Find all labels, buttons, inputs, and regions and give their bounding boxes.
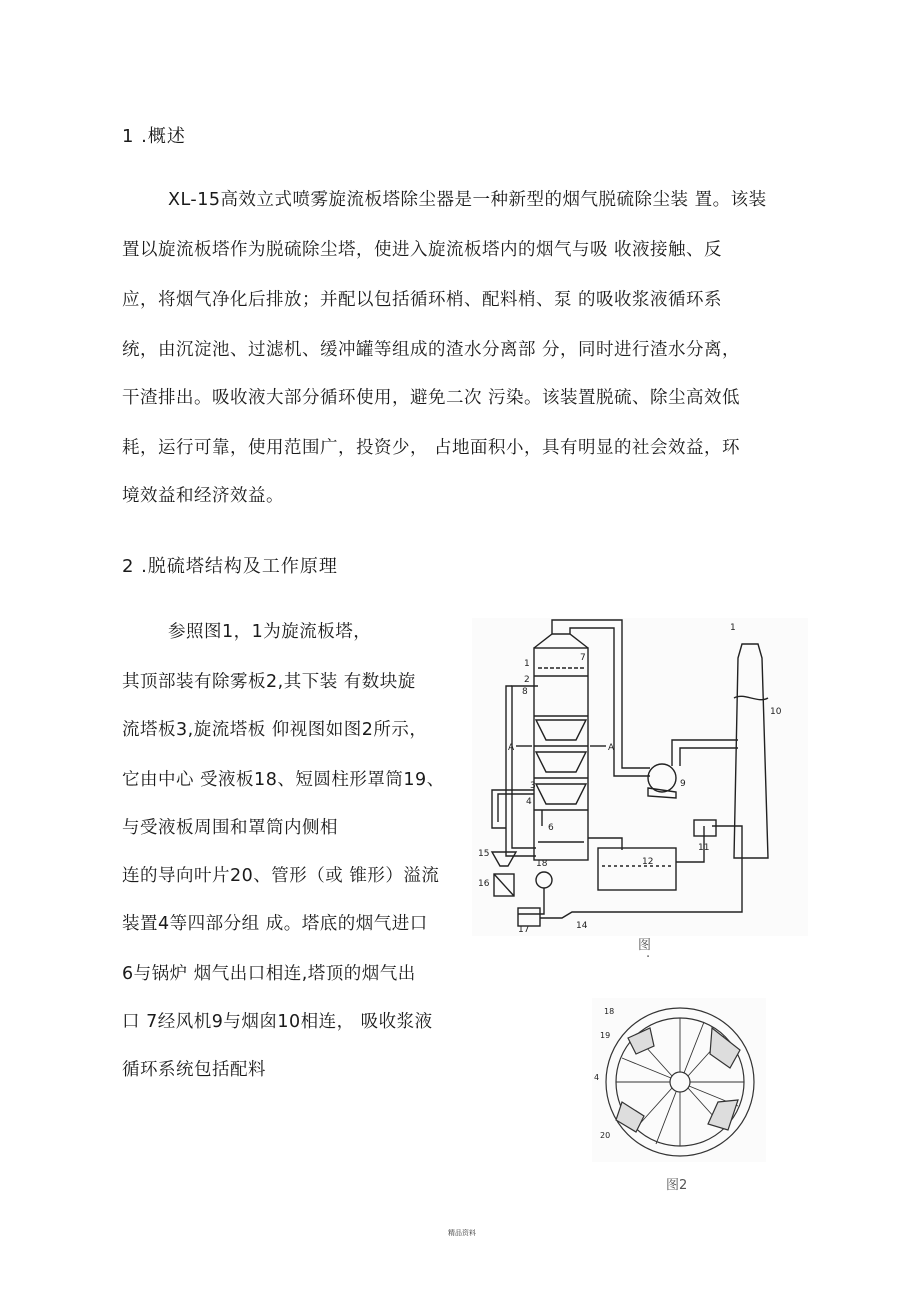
fig1-label: 18: [536, 859, 548, 869]
fig1-label: 14: [576, 921, 588, 931]
fig1-label: 10: [770, 707, 782, 717]
fig1-label: A: [608, 743, 615, 753]
section2-line: 它由中心 受液板18、短圆柱形罩筒19、: [122, 770, 445, 790]
fig1-label: 3: [530, 781, 536, 791]
fig1-label: 17: [518, 925, 530, 935]
fig1-label: 8: [522, 687, 528, 697]
fig2-label: 4: [594, 1073, 600, 1082]
fig1-label: 11: [698, 843, 710, 853]
fig1-label: 1: [730, 623, 736, 633]
section1-line: 置以旋流板塔作为脱硫除尘塔，使进入旋流板塔内的烟气与吸 收液接触、反: [122, 240, 723, 260]
fig1-label: 6: [548, 823, 554, 833]
fig1-label: 9: [680, 779, 686, 789]
fig1-label: 2: [524, 675, 530, 685]
section1-line: 耗，运行可靠，使用范围广，投资少， 占地面积小，具有明显的社会效益，环: [122, 438, 741, 458]
section1-line: 境效益和经济效益。: [122, 486, 284, 506]
section1-line: 干渣排出。吸收液大部分循环使用，避免二次 污染。该装置脱硫、除尘高效低: [122, 388, 741, 408]
section2-line: 与受液板周围和罩筒内侧相: [122, 818, 338, 838]
fig1-label: A: [508, 743, 515, 753]
fig2-label: 19: [600, 1031, 611, 1040]
section2-line: 连的导向叶片20、管形（或 锥形）溢流: [122, 866, 440, 886]
figure1-diagram: [472, 618, 808, 936]
section2-line: 循环系统包括配料: [122, 1060, 266, 1080]
section1-heading: 1 .概述: [122, 126, 186, 147]
fig2-label: 20: [600, 1131, 611, 1140]
section2-line: 流塔板3,旋流塔板 仰视图如图2所示，: [122, 720, 428, 740]
fig1-label: 7: [580, 653, 586, 663]
fig1-label: 15: [478, 849, 490, 859]
figure1-dot: ·: [646, 950, 651, 965]
section2-line: 6与锅炉 烟气出口相连,塔顶的烟气出: [122, 964, 416, 984]
figure1-caption: 图: [638, 938, 652, 953]
section2-line: 其顶部装有除雾板2,其下装 有数块旋: [122, 672, 416, 692]
fig1-label: 4: [526, 797, 532, 807]
section2-line: 参照图1，1为旋流板塔，: [168, 622, 372, 642]
fig1-label: 1: [524, 659, 530, 669]
figure2-caption: 图2: [666, 1178, 688, 1193]
section2-line: 装置4等四部分组 成。塔底的烟气进口: [122, 914, 428, 934]
figure2-diagram: [592, 998, 766, 1162]
fig1-label: 16: [478, 879, 490, 889]
page-footer: 精品资料: [448, 1229, 476, 1237]
section1-line: 统，由沉淀池、过滤机、缓冲罐等组成的渣水分离部 分，同时进行渣水分离，: [122, 340, 741, 360]
fig1-label: 12: [642, 857, 654, 867]
section2-line: 口 7经风机9与烟囱10相连， 吸收浆液: [122, 1012, 433, 1032]
fig2-label: 18: [604, 1007, 615, 1016]
section1-line: 应，将烟气净化后排放；并配以包括循环梢、配料梢、泵 的吸收浆液循环系: [122, 290, 723, 310]
section1-line: XL-15高效立式喷雾旋流板塔除尘器是一种新型的烟气脱硫除尘装 置。该装: [168, 190, 767, 210]
section2-heading: 2 .脱硫塔结构及工作原理: [122, 556, 338, 577]
